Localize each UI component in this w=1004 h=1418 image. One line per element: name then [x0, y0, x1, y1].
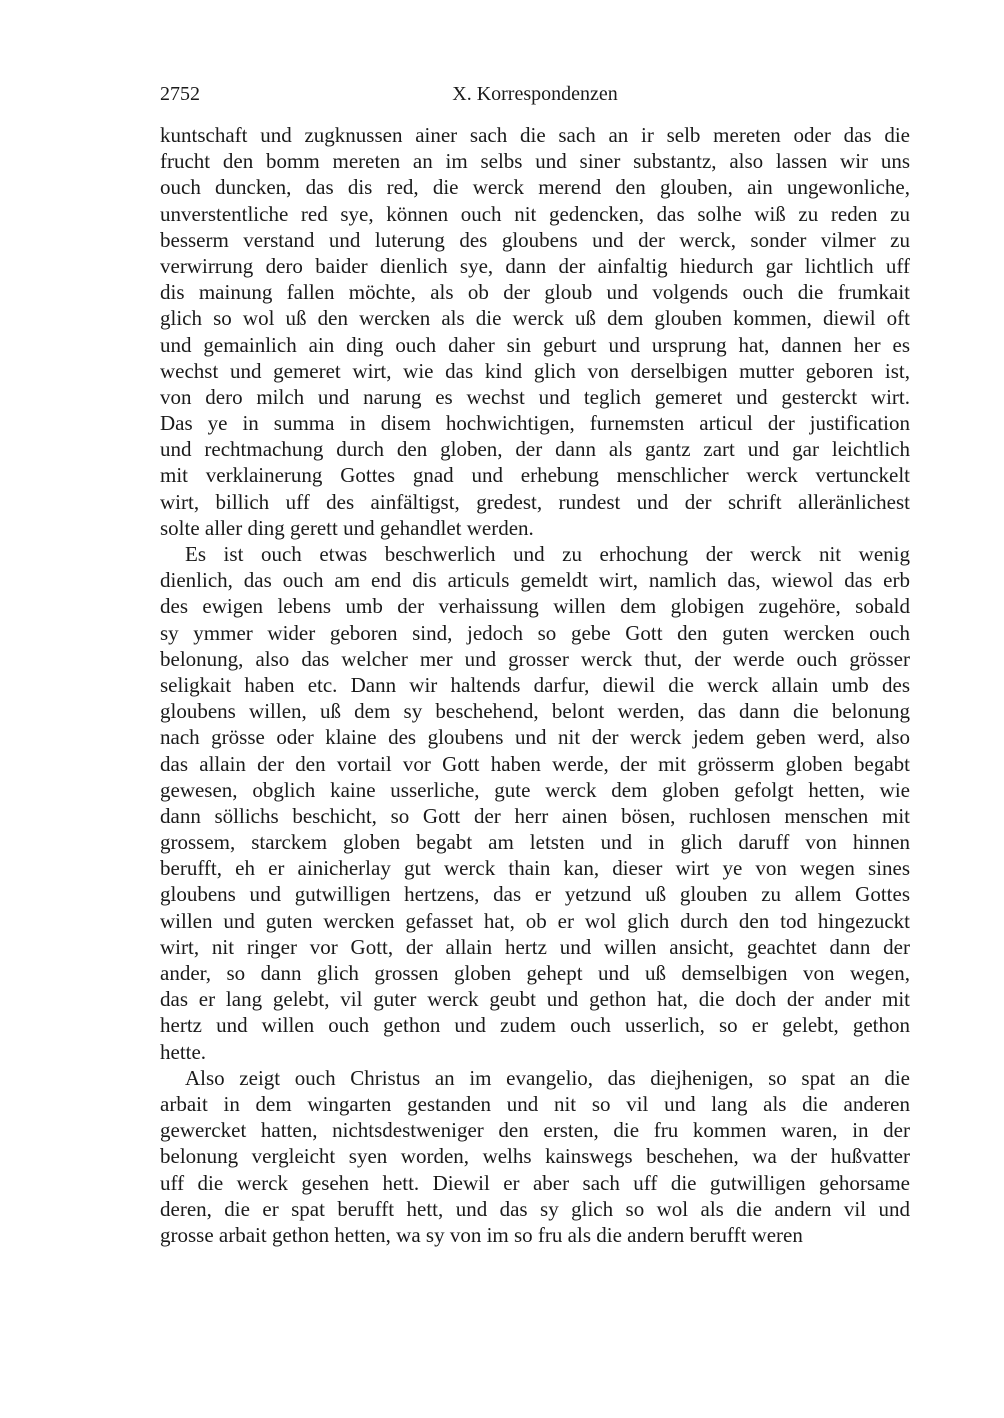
text-line: solte aller ding gerett und gehandlet werden. [160, 515, 534, 540]
text-line: glich so wol uß den wercken als die werck uß dem glouben kommen, diewil oft [160, 306, 910, 331]
text-line: berufft, eh er ainicherlay gut werck thain kan, dieser wirt ye von wegen sines [160, 856, 910, 881]
text-line: willen und guten wercken gefasset hat, ob er wol glich durch den tod hingezuckt [160, 908, 910, 933]
page-number: 2752 [160, 83, 200, 105]
text-line: unverstentliche red sye, können ouch nit gedencken, das solhe wiß zu reden zu [160, 201, 910, 226]
text-line: kuntschaft und zugknussen ainer sach die sach an ir selb mereten oder das die [160, 123, 910, 147]
text-line: dis mainung fallen möchte, als ob der gloub und volgends ouch die frumkait [160, 280, 910, 305]
text-line: wirt, billich uff des ainfältigst, gredest, rundest und der schrift alleränlichest [160, 489, 910, 514]
text-line: dienlich, das ouch am end dis articuls gemeldt wirt, namlich das, wiewol das erb [160, 568, 910, 593]
text-line: verwirrung dero baider dienlich sye, dann der ainfaltig hiedurch gar lichtlich uff [160, 253, 910, 278]
paragraph [160, 1065, 910, 1248]
text-line: belonung, also das welcher mer und grosser werck thut, der werde ouch grösser [160, 646, 910, 671]
text-line: wechst und gemeret wirt, wie das kind glich von derselbigen mutter geboren ist, [160, 358, 910, 383]
text-line: ouch duncken, das dis red, die werck merend den glouben, ain ungewonliche, [160, 175, 910, 200]
text-line: sy ymmer wider geboren sind, jedoch so gebe Gott den guten wercken ouch [160, 620, 910, 645]
text-line: frucht den bomm mereten an im selbs und siner substantz, also lassen wir uns [160, 149, 910, 174]
paragraph [160, 541, 910, 1065]
text-line: mit verklainerung Gottes gnad und erhebung menschlicher werck vertunckelt [160, 463, 910, 488]
body-text [160, 122, 910, 1248]
text-line: wirt, nit ringer vor Gott, der allain hertz und willen ansicht, geachtet dann der [160, 934, 910, 959]
text-line: gewercket hatten, nichtsdestweniger den ersten, die fru kommen waren, in der [160, 1118, 910, 1143]
text-line: uff die werck gesehen hett. Diewil er aber sach uff die gutwilligen gehorsame [160, 1170, 910, 1195]
text-line: arbait in dem wingarten gestanden und nit so vil und lang als die anderen [160, 1091, 910, 1116]
text-line: hette. [160, 1039, 207, 1064]
text-line: seligkait haben etc. Dann wir haltends darfur, diewil die werck allain umb des [160, 672, 910, 697]
text-line: das er lang gelebt, vil guter werck geubt und gethon hat, die doch der ander mit [160, 987, 910, 1012]
text-line: grosse arbait gethon hetten, wa sy von im so fru als die andern berufft weren [160, 1222, 803, 1247]
text-line: des ewigen lebens umb der verhaissung willen dem globigen zugehöre, sobald [160, 594, 910, 619]
text-line: grossem, starckem globen begabt am letsten und in glich daruff von hinnen [160, 830, 910, 855]
page-header [160, 80, 910, 108]
text-line: Also zeigt ouch Christus an im evangelio, das diejhenigen, so spat an die [185, 1065, 910, 1090]
text-line: und gemainlich ain ding ouch daher sin geburt und ursprung hat, dannen her es [160, 332, 910, 357]
text-line: dann söllichs beschicht, so Gott der herr ainen bösen, ruchlosen menschen mit [160, 803, 910, 828]
text-line: belonung vergleicht syen worden, welhs kainswegs beschehen, wa der hußvatter [160, 1144, 910, 1169]
text-line: von dero milch und narung es wechst und teglich gemeret und gesterckt wirt. [160, 384, 910, 409]
text-line: gewesen, obglich kaine usserliche, gute werck dem globen gefolgt hetten, wie [160, 777, 910, 802]
paragraph [160, 122, 910, 541]
text-line: besserm verstand und luterung des gloubens und der werck, sonder vilmer zu [160, 227, 910, 252]
text-line: das allain der den vortail vor Gott haben werde, der mit grösserm globen begabt [160, 751, 910, 776]
text-line: ander, so dann glich grossen globen gehept und uß demselbigen von wegen, [160, 961, 910, 985]
running-title: X. Korrespondenzen [452, 83, 618, 105]
text-line: hertz und willen ouch gethon und zudem ouch usserlich, so er gelebt, gethon [160, 1013, 910, 1038]
text-line: Es ist ouch etwas beschwerlich und zu erhochung der werck nit wenig [185, 542, 910, 566]
text-line: und rechtmachung durch den globen, der dann als gantz zart und gar leichtlich [160, 437, 910, 462]
text-line: gloubens und gutwilligen hertzens, das er yetzund uß glouben zu allem Gottes [160, 882, 910, 907]
text-line: gloubens willen, uß dem sy beschehend, belont werden, das dann die belonung [160, 699, 910, 724]
text-line: deren, die er spat berufft hett, und das sy glich so wol als die andern vil und [160, 1196, 910, 1221]
text-line: Das ye in summa in disem hochwichtigen, furnemsten articul der justification [160, 411, 910, 436]
text-line: nach grösse oder klaine des gloubens und nit der werck jedem geben werd, also [160, 725, 910, 750]
